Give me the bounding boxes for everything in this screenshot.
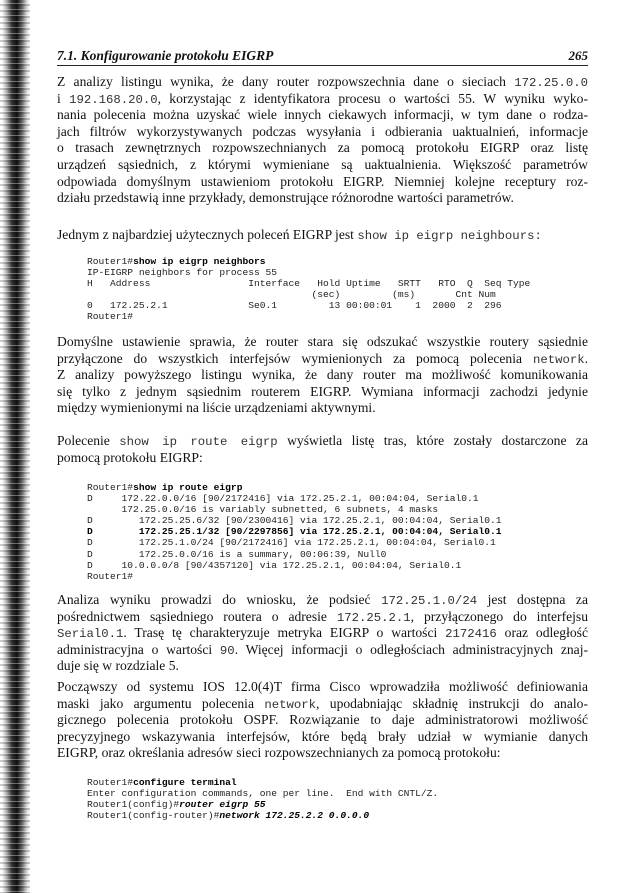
text-segment: precyzyjnego wskazywania interfejsów, które będą brały udział w wymianie danych [57, 728, 588, 744]
code-show-ip-eigrp-neighbors [87, 256, 530, 323]
inline-code: 2172416 [445, 627, 497, 642]
inline-code: 192.168.20.0 [69, 92, 158, 107]
scan-edge-artifact [0, 0, 30, 893]
text-segment: Z analizy powyższego listingu wynika, że dany router ma możliwość komunikowania [57, 367, 588, 383]
text-segment: Jednym z najbardziej użytecznych poleceń EIGRP jest [57, 227, 358, 242]
text-segment: , upodabniając składnię instrukcji do analo- [316, 695, 588, 711]
text-segment: Domyślne ustawienie sprawia, że router stara się odszukać wszystkie routery sąsiednie [57, 334, 588, 349]
code-text: Router1# [87, 570, 134, 582]
text-line [57, 351, 588, 368]
code-line [87, 504, 502, 515]
code-configure-terminal [87, 777, 438, 821]
text-line [57, 124, 588, 141]
page-number: 265 [568, 48, 588, 63]
code-line [87, 549, 502, 560]
text-segment: przyłączone do wszystkich interfejsów wymienionych za pomocą polecenia [57, 350, 533, 366]
inline-code: 172.25.2.1 [336, 610, 411, 625]
code-line [87, 256, 530, 267]
text-segment: i [57, 90, 70, 106]
code-line [87, 537, 502, 548]
text-segment: wyświetla listę tras, które zostały dostarczone za [277, 433, 588, 448]
inline-code: 172.25.0.0 [514, 76, 588, 90]
paragraph-show-ip-route-intro [57, 433, 588, 466]
code-text: IP-EIGRP neighbors for process 55 [87, 267, 277, 279]
text-line [57, 696, 588, 713]
text-line [57, 450, 588, 467]
text-segment: gicznego polecenia protokołu OSPF. Rozwiązanie to daje administratorowi możliwość [57, 712, 588, 728]
text-line [57, 74, 588, 91]
paragraph-eigrp-analysis [57, 74, 588, 207]
text-line [57, 190, 588, 207]
code-line [87, 526, 502, 537]
text-segment: o trasach zewnętrznych rozpowszechnianych za pomocą protokołu EIGRP oraz listę [57, 140, 588, 156]
code-text: Router1# [87, 256, 134, 267]
inline-code: 172.25.1.0/24 [381, 594, 478, 608]
text-line [57, 642, 588, 659]
inline-code: network [532, 352, 585, 367]
code-text: Router1(config-router)# [87, 810, 220, 822]
paragraph-default-setting [57, 334, 588, 417]
code-line [87, 289, 530, 300]
code-text: Router1# [87, 777, 134, 788]
code-line [87, 482, 502, 493]
text-line [57, 609, 588, 626]
inline-code: show ip eigrp neighbours: [357, 229, 542, 243]
text-segment: Polecenie [57, 433, 120, 448]
code-line [87, 777, 438, 788]
text-segment: , korzystając z identyfikatora procesu o wartości 55. W wyniku wyko- [157, 90, 588, 106]
paragraph-neighbours-intro [57, 227, 588, 244]
text-segment: EIGRP, oraz określania adresów sieci rozpowszechnianych za pomocą protokołu: [57, 745, 501, 761]
code-text: Router1(config)# [87, 799, 180, 811]
inline-code: show ip route eigrp [119, 435, 278, 449]
code-text: Router1# [87, 482, 134, 493]
code-command: network 172.25.2.2 0.0.0.0 [219, 810, 370, 822]
code-line [87, 267, 530, 278]
code-text: H Address Interface Hold Uptime SRTT RTO Q Seq Type [87, 278, 531, 290]
text-segment: administracyjna o wartości [57, 641, 220, 657]
text-segment: pomocą protokołu EIGRP: [57, 449, 203, 465]
text-line [57, 334, 588, 351]
text-line [57, 400, 588, 417]
code-line [87, 493, 502, 504]
code-text: D 172.22.0.0/16 [90/2172416] via 172.25.2.1, 00:04:04, Serial0.1 [87, 493, 479, 505]
code-line [87, 810, 438, 821]
text-segment: jach filtrów wykorzystywanych podczas wysyłania i odbierania uaktualnień, informacje [57, 123, 588, 139]
text-segment: oraz odległość [496, 625, 588, 641]
text-segment: nania polecenia można uzyskać wiele innych ciekawych informacji, w tym dane o rodza- [57, 107, 588, 123]
text-line [57, 625, 588, 642]
text-line [57, 140, 588, 157]
code-line [87, 799, 438, 810]
text-line [57, 433, 588, 450]
inline-code: network [264, 697, 317, 712]
code-command: configure terminal [133, 777, 237, 788]
text-segment: Począwszy od systemu IOS 12.0(4)T firma Cisco wprowadziła możliwość definiowania [57, 679, 588, 694]
code-text: Router1# [87, 311, 134, 323]
code-command: show ip route eigrp [133, 482, 243, 493]
text-segment: urządzeń sąsiednich, z którymi wymieniane są uaktualnienia. Większość parametrów [57, 156, 588, 172]
code-line [87, 571, 502, 582]
text-segment: duje się w rozdziale 5. [57, 658, 179, 674]
code-show-ip-route-eigrp [87, 482, 502, 582]
text-line [57, 91, 588, 108]
code-text: (sec) (ms) Cnt Num [87, 289, 496, 301]
text-line [57, 174, 588, 191]
code-line [87, 515, 502, 526]
code-command: D 172.25.25.1/32 [90/2297856] via 172.25.2.1, 00:04:04, Serial0.1 [87, 526, 502, 538]
running-header [57, 46, 588, 66]
code-line [87, 311, 530, 322]
text-segment: maski jako argumentu polecenia [57, 695, 265, 711]
text-segment: , przyłączonego do interfejsu [410, 608, 588, 624]
text-line [57, 679, 588, 696]
code-text: D 10.0.0.0/8 [90/4357120] via 172.25.2.1, 00:04:04, Serial0.1 [87, 559, 462, 571]
text-line [57, 745, 588, 762]
text-segment: się tylko z jednym sąsiednim routerem EIGRP. Wymiana informacji zachodzi jedynie [57, 383, 588, 399]
text-line [57, 658, 588, 675]
text-line [57, 367, 588, 384]
text-segment: Analiza wyniku prowadzi do wniosku, że podsieć [57, 592, 382, 607]
text-segment: . Trasę tę charakteryzuje metryka EIGRP o wartości [123, 625, 446, 641]
text-segment: działu przedstawią inne przykłady, demonstrujące różnorodne wartości parametrów. [57, 190, 514, 206]
text-line [57, 712, 588, 729]
text-segment: . Więcej informacji o odległościach administracyjnych znaj- [234, 641, 588, 657]
code-command: show ip eigrp neighbors [133, 256, 266, 267]
paragraph-route-analysis [57, 592, 588, 675]
code-line [87, 560, 502, 571]
chapter-title: 7.1. Konfigurowanie protokołu EIGRP [57, 48, 274, 63]
text-line [57, 592, 588, 609]
text-line [57, 107, 588, 124]
text-segment: Z analizy listingu wynika, że dany router rozpowszechnia dane o sieciach [57, 74, 515, 89]
code-text: 172.25.0.0/16 is variably subnetted, 6 subnets, 4 masks [87, 504, 439, 516]
text-line [57, 227, 588, 244]
text-segment: . [584, 350, 588, 366]
inline-code: Serial0.1 [57, 627, 124, 642]
code-text: Enter configuration commands, one per line. End with CNTL/Z. [87, 788, 439, 800]
code-line [87, 300, 530, 311]
inline-code: 90 [219, 643, 235, 658]
text-line [57, 729, 588, 746]
text-segment: między wymienionymi na liście urządzeniami aktywnymi. [57, 400, 376, 416]
code-text: D 172.25.1.0/24 [90/2172416] via 172.25.2.1, 00:04:04, Serial0.1 [87, 537, 496, 549]
code-command: router eigrp 55 [179, 799, 266, 811]
text-segment: pośrednictwem sąsiedniego routera o adresie [57, 608, 337, 624]
text-line [57, 157, 588, 174]
text-segment: odpowiada domyślnym ustawieniom protokołu EIGRP. Niemniej kolejne receptury roz- [57, 173, 588, 189]
code-text: D 172.25.25.6/32 [90/2300416] via 172.25.2.1, 00:04:04, Serial0.1 [87, 515, 502, 527]
code-text: D 172.25.0.0/16 is a summary, 00:06:39, Null0 [87, 548, 387, 560]
paragraph-ios-network-mask [57, 679, 588, 762]
code-line [87, 278, 530, 289]
text-segment: jest dostępna za [477, 592, 588, 607]
code-text: 0 172.25.2.1 Se0.1 13 00:00:01 1 2000 2 296 [87, 300, 502, 312]
code-line [87, 788, 438, 799]
text-line [57, 384, 588, 401]
